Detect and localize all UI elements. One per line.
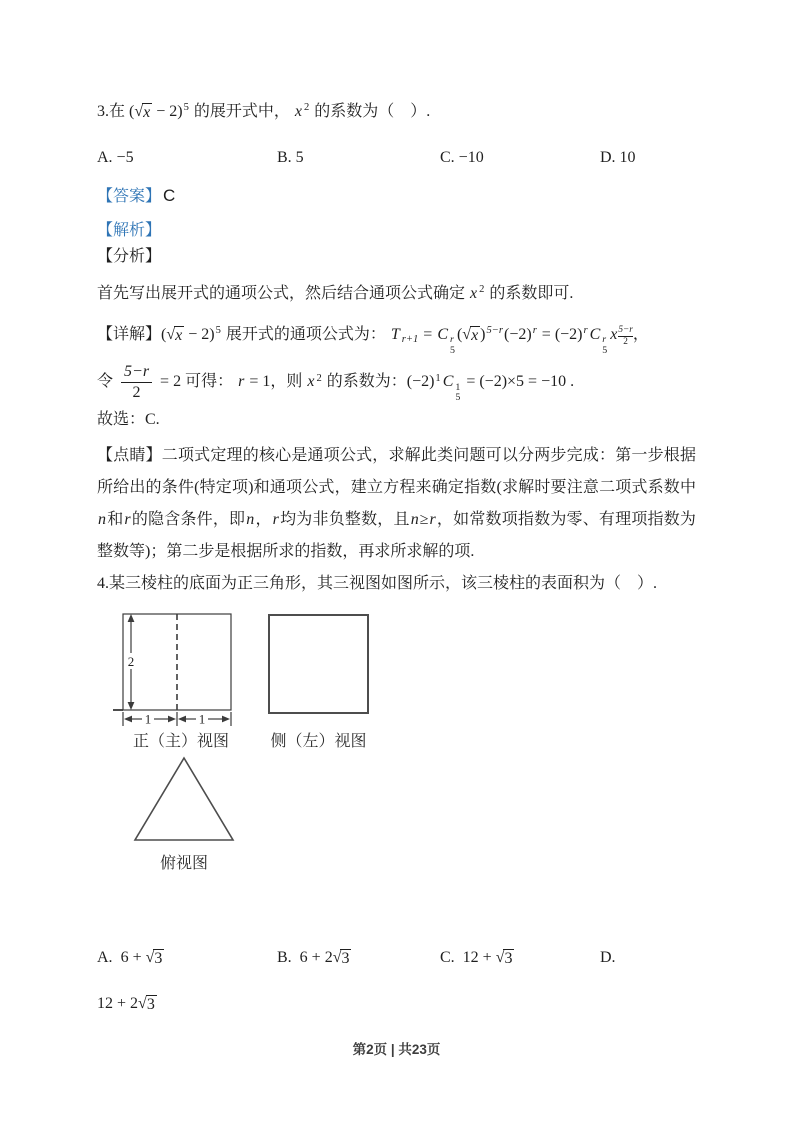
math-segment: √	[166, 326, 176, 343]
math-segment: (−2)	[504, 326, 532, 343]
three-views-row	[111, 612, 696, 754]
math-segment: D.	[600, 948, 616, 966]
side-view-box	[268, 614, 369, 714]
math-segment: B.	[277, 948, 300, 966]
math-segment: 5−r	[486, 325, 503, 337]
math-segment: − 2)	[152, 103, 183, 120]
math-segment: = 2 可得：	[156, 373, 238, 391]
math-segment	[121, 362, 152, 403]
math-segment: 5	[450, 344, 455, 356]
math-segment: 6 + 2	[299, 948, 333, 966]
math-segment: = (−2)	[537, 326, 583, 343]
math-segment: r	[124, 510, 131, 528]
q3-option-d: D. 10	[600, 149, 636, 166]
front-view-figure	[111, 612, 237, 754]
math-segment: √	[332, 948, 342, 966]
math-segment: 2	[121, 382, 152, 403]
math-segment: √	[495, 948, 505, 966]
math-segment: x	[610, 326, 618, 343]
math-segment: r	[450, 334, 454, 346]
math-segment: n	[410, 510, 419, 528]
dim-right-label: 1	[198, 711, 206, 727]
math-segment: 5−r	[618, 325, 633, 336]
width-arrow-right-in	[178, 715, 186, 722]
note-paragraph	[97, 440, 696, 568]
math-segment	[138, 995, 157, 1014]
math-segment: 2	[618, 336, 633, 348]
math-segment: 5	[455, 392, 461, 404]
q4-option-d-value	[97, 990, 696, 1018]
math-segment	[618, 325, 633, 347]
conclusion-text: 故选：C.	[97, 410, 160, 428]
math-segment: ，	[255, 510, 272, 528]
q3-option-a: A. −5	[97, 149, 134, 166]
math-segment: 3	[504, 949, 513, 967]
q4-option-b	[277, 944, 440, 972]
math-segment	[146, 949, 165, 968]
math-segment: √	[138, 994, 147, 1012]
math-segment: 【点睛】二项式定理的核心是通项公式，求解此类问题可以分两步完成：第一步根据所给出的条件(特定项)和通项公式，建立方程来确定指数(求解时要注意二项式系数中	[97, 446, 696, 496]
math-segment: √	[134, 103, 144, 120]
math-segment	[333, 949, 352, 968]
math-segment: x	[175, 327, 183, 344]
math-segment: n	[98, 510, 106, 528]
math-segment: 2	[316, 372, 322, 384]
math-segment: =	[419, 326, 437, 343]
math-segment: − 2)	[184, 326, 215, 343]
math-segment: A.	[97, 948, 121, 966]
math-segment: r	[429, 510, 436, 528]
math-segment: 展开式的通项公式为：	[221, 326, 390, 343]
math-segment: ，如常数项指数为零、有理项指数为整数等)；第二步是根据所求的指数，再求所求解的项.	[97, 510, 696, 560]
answer-value: C	[163, 186, 176, 205]
math-segment: 3	[146, 995, 155, 1013]
math-segment: 12 +	[462, 948, 496, 966]
top-view-label: 俯视图	[159, 854, 208, 872]
detail-line-1	[97, 320, 696, 356]
dim-left-label: 1	[144, 711, 152, 727]
front-view-label: 正（主）视图	[132, 732, 229, 750]
math-segment: 6 +	[120, 948, 146, 966]
front-view-svg	[111, 612, 237, 730]
page-footer: 第2页 | 共23页	[352, 1042, 441, 1057]
math-segment: x	[143, 104, 151, 121]
math-segment: x	[294, 103, 302, 120]
q4-option-c	[440, 944, 600, 972]
math-segment: C	[442, 373, 454, 391]
math-segment: 3.在 (	[97, 103, 135, 120]
side-view-figure	[268, 612, 369, 754]
detail-line-2	[97, 362, 696, 403]
method-label: 【分析】	[97, 248, 162, 265]
math-segment: x	[471, 327, 479, 344]
top-view-triangle	[135, 758, 233, 840]
q4-option-a	[97, 944, 277, 972]
analysis-label: 【解析】	[97, 222, 162, 239]
math-segment: 【详解】(	[97, 326, 167, 343]
math-segment: r+1	[401, 334, 419, 346]
math-segment: 5	[215, 325, 221, 337]
top-view-svg	[133, 756, 235, 842]
math-segment: 12 + 2	[97, 994, 139, 1012]
math-segment: 2	[479, 284, 485, 296]
math-segment: r	[272, 510, 279, 528]
q4-option-d	[600, 944, 696, 972]
math-segment: r	[583, 325, 588, 337]
math-segment: = (−2)×5 = −10 .	[462, 373, 575, 391]
math-segment: 和	[107, 510, 124, 528]
math-segment: ，	[632, 326, 649, 343]
math-segment: 的隐含条件，即	[131, 510, 246, 528]
math-segment: 2	[304, 102, 310, 114]
math-segment: 的系数即可.	[485, 285, 574, 302]
answer-line	[97, 184, 696, 209]
math-segment: √	[462, 326, 472, 343]
math-segment: x	[307, 373, 315, 391]
math-segment: 首先写出展开式的通项公式，然后结合通项公式确定	[97, 285, 470, 302]
math-segment: (	[456, 326, 463, 343]
math-segment: x	[470, 285, 478, 302]
math-segment: 5	[183, 102, 189, 114]
math-segment: r	[602, 334, 607, 346]
math-segment: C.	[440, 948, 463, 966]
math-segment: 3	[341, 949, 350, 967]
q4-options-row	[97, 944, 696, 972]
math-segment: )	[480, 326, 486, 343]
question-3-stem	[97, 100, 696, 126]
math-segment: √	[145, 948, 155, 966]
width-arrow-left-out	[124, 715, 132, 722]
math-segment: 的展开式中，	[189, 103, 294, 120]
math-segment: C	[437, 326, 448, 343]
q3-options-row	[97, 146, 696, 170]
math-segment: 的系数为：(−2)	[322, 373, 435, 391]
math-segment: C	[589, 326, 601, 343]
math-segment: = 1，则	[245, 373, 307, 391]
q3-option-c: C. −10	[440, 149, 484, 166]
math-segment	[449, 335, 457, 356]
math-segment	[166, 326, 184, 345]
math-segment: 5	[602, 344, 608, 356]
height-arrow-up	[128, 614, 135, 622]
question-4-stem	[97, 572, 696, 596]
math-segment: 4.某三棱柱的底面为正三角形，其三视图如图所示，该三棱柱的表面积为（ ）.	[97, 574, 658, 592]
answer-label: 【答案】	[97, 188, 162, 205]
math-segment: 令	[97, 373, 118, 391]
width-arrow-left-in	[168, 715, 176, 722]
q3-option-b: B. 5	[277, 149, 304, 166]
math-segment: 的系数为（ ）.	[310, 103, 431, 120]
dim-height-label: 2	[127, 653, 135, 669]
math-segment: r	[532, 325, 537, 337]
top-view-figure	[133, 756, 235, 876]
math-segment: r	[238, 373, 245, 391]
method-text	[97, 282, 696, 308]
side-view-label: 侧（左）视图	[270, 732, 367, 750]
math-segment	[134, 103, 152, 122]
math-segment: 3	[154, 949, 163, 967]
math-segment: 1	[455, 381, 461, 393]
math-segment: n	[246, 510, 255, 528]
width-arrow-right-out	[222, 715, 230, 722]
math-segment: T	[390, 326, 400, 343]
math-segment: ≥	[419, 510, 429, 528]
math-segment: 5−r	[124, 363, 150, 381]
math-segment: 均为非负整数，且	[279, 510, 410, 528]
math-segment: 1	[435, 372, 441, 384]
math-segment	[462, 326, 480, 345]
height-arrow-down	[128, 702, 135, 710]
math-segment	[496, 949, 515, 968]
